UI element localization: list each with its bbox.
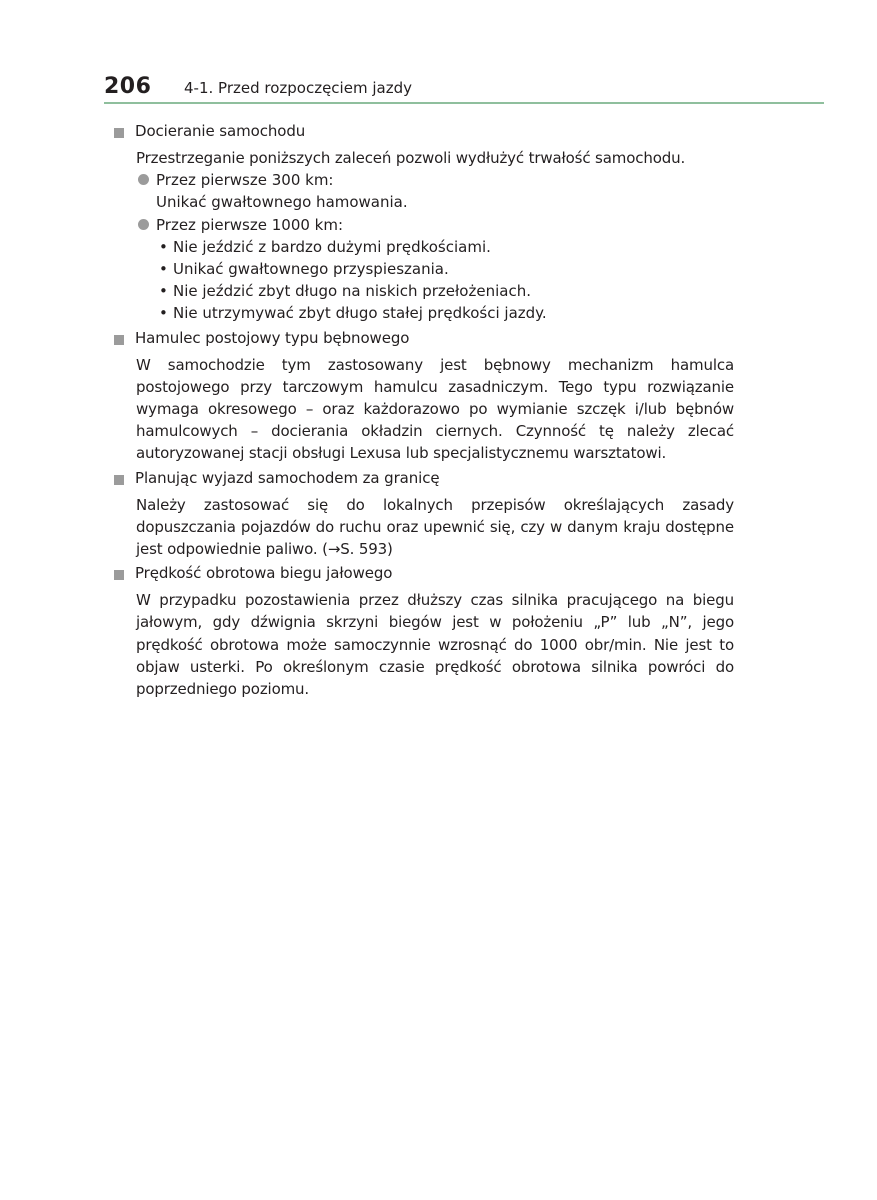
chapter-title: 4-1. Przed rozpoczęciem jazdy bbox=[184, 79, 412, 97]
circle-bullet-icon bbox=[138, 174, 149, 185]
section-text: Przestrzeganie poniższych zaleceń pozwoli wydłużyć trwałość samochodu. bbox=[136, 149, 686, 167]
bullet-item bbox=[159, 302, 734, 324]
page-number: 206 bbox=[104, 74, 152, 99]
bullet-text: Nie jeździć zbyt długo na niskich przełożeniach. bbox=[173, 282, 531, 301]
bullet-dot-icon: • bbox=[159, 237, 168, 256]
section-heading-break-in bbox=[114, 122, 734, 144]
bullet-text: Nie utrzymywać zbyt długo stałej prędkości jazdy. bbox=[173, 304, 547, 323]
square-bullet-icon bbox=[114, 570, 124, 580]
square-bullet-icon bbox=[114, 128, 124, 138]
section-title: Prędkość obrotowa biegu jałowego bbox=[135, 564, 393, 583]
bullet-item bbox=[159, 236, 734, 258]
bullet-list bbox=[159, 236, 734, 325]
list-item-title: Przez pierwsze 1000 km: bbox=[156, 215, 344, 234]
section-heading-idle-speed bbox=[114, 564, 734, 586]
section-title: Planując wyjazd samochodem za granicę bbox=[135, 468, 440, 487]
list-item-text: Unikać gwałtownego hamowania. bbox=[156, 193, 408, 212]
bullet-dot-icon: • bbox=[159, 260, 168, 279]
square-bullet-icon bbox=[114, 475, 124, 485]
square-bullet-icon bbox=[114, 335, 124, 345]
section-heading-drum-brake bbox=[114, 329, 734, 351]
bullet-dot-icon: • bbox=[159, 282, 168, 301]
bullet-text: Unikać gwałtownego przyspieszania. bbox=[173, 260, 449, 279]
bullet-item bbox=[159, 280, 734, 302]
section-text: W przypadku pozostawienia przez dłuższy czas silnika pracującego na biegu jałowym, gdy dźwignia skrzyni biegów jest w położeniu „P” lub „N”, jego prędkość obrotowa może samoczynnie wzrosnąć do 1000 obr/min. Nie jest to objaw usterki. Po określonym czasie prędkość obrotowa silnika powróci do poprzedniego poziomu. bbox=[136, 591, 734, 699]
section-text: W samochodzie tym zastosowany jest bębnowy mechanizm hamulca postojowego przy tarczowym hamulcu zasadniczym. Tego typu rozwiązanie wymaga okresowego – oraz każdorazowo po wymianie szczęk i/lub bębnów hamulcowych – docierania okładzin ciernych. Czynność tę należy zlecać autoryzowanej stacji obsługi Lexusa lub specjalistycznemu warsztatowi. bbox=[136, 355, 734, 463]
bullet-text: Nie jeździć z bardzo dużymi prędkościami. bbox=[173, 237, 491, 256]
list-item-title: Przez pierwsze 300 km: bbox=[156, 171, 334, 190]
circle-bullet-icon bbox=[138, 219, 149, 230]
section-title: Hamulec postojowy typu bębnowego bbox=[135, 328, 410, 347]
section-text: Należy zastosować się do lokalnych przepisów określających zasady dopuszczania pojazdów do ruchu oraz upewnić się, czy w danym kraju dostępne jest odpowiednie paliwo. (→S. 593) bbox=[136, 495, 734, 559]
list-item bbox=[138, 214, 734, 236]
header-divider bbox=[104, 102, 824, 104]
section-heading-abroad bbox=[114, 469, 734, 491]
list-item bbox=[138, 169, 734, 213]
section-title: Docieranie samochodu bbox=[135, 122, 306, 140]
page-content bbox=[114, 118, 734, 700]
bullet-item bbox=[159, 258, 734, 280]
bullet-dot-icon: • bbox=[159, 304, 168, 323]
